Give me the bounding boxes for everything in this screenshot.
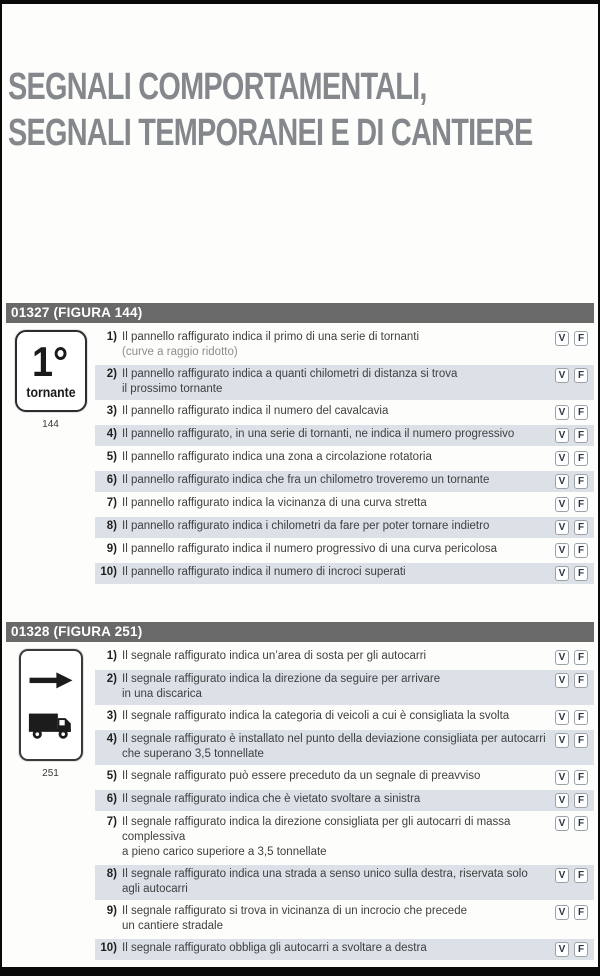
question-number: 9): [106, 905, 117, 917]
question-text-line-2: agli autocarri: [122, 883, 188, 895]
question-row: [95, 448, 594, 469]
question-text: [122, 769, 555, 784]
question-text-line-1: Il pannello raffigurato indica il numero del cavalcavia: [122, 405, 389, 417]
answer-boxes: [555, 427, 592, 443]
question-text: [122, 815, 555, 860]
answer-boxes: [555, 867, 592, 883]
answer-v-box[interactable]: V: [555, 428, 569, 443]
answer-v-box[interactable]: V: [555, 497, 569, 512]
answer-f-box[interactable]: F: [574, 905, 588, 920]
question-text-line-1: Il segnale raffigurato indica la direzione consigliata per gli autocarri di massa complessiva: [122, 816, 511, 843]
answer-boxes: [555, 941, 592, 957]
question-row: [95, 563, 594, 584]
question-text: [122, 519, 555, 534]
answer-f-box[interactable]: F: [574, 474, 588, 489]
page-title: [8, 64, 532, 156]
question-row: [95, 670, 594, 705]
question-number: 10): [100, 942, 117, 954]
figure-caption: 144: [42, 419, 59, 430]
question-text: [122, 649, 555, 664]
question-text: [122, 404, 555, 419]
answer-f-box[interactable]: F: [574, 566, 588, 581]
question-row: [95, 517, 594, 538]
answer-f-box[interactable]: F: [574, 520, 588, 535]
answer-boxes: [555, 709, 592, 725]
answer-v-box[interactable]: V: [555, 673, 569, 688]
answer-f-box[interactable]: F: [574, 368, 588, 383]
answer-f-box[interactable]: F: [574, 770, 588, 785]
question-number: 6): [106, 474, 117, 486]
answer-f-box[interactable]: F: [574, 650, 588, 665]
answer-f-box[interactable]: F: [574, 451, 588, 466]
answer-boxes: [555, 565, 592, 581]
answer-v-box[interactable]: V: [555, 710, 569, 725]
question-text-line-2: il prossimo tornante: [122, 383, 223, 395]
question-number: 3): [106, 405, 117, 417]
question-text-line-2: che superano 3,5 tonnellate: [122, 748, 264, 760]
answer-v-box[interactable]: V: [555, 451, 569, 466]
question-row: [95, 790, 594, 811]
question-number: 8): [106, 868, 117, 880]
answer-boxes: [555, 450, 592, 466]
block-header: 01327 (FIGURA 144): [6, 303, 594, 323]
question-number: 1): [106, 331, 117, 343]
answer-v-box[interactable]: V: [555, 942, 569, 957]
answer-f-box[interactable]: F: [574, 543, 588, 558]
question-text-line-1: Il segnale raffigurato si trova in vicinanza di un incrocio che precede: [122, 905, 467, 917]
answer-boxes: [555, 404, 592, 420]
question-text-line-2: un cantiere stradale: [122, 920, 224, 932]
answer-v-box[interactable]: V: [555, 868, 569, 883]
answer-f-box[interactable]: F: [574, 710, 588, 725]
question-text-line-2: a pieno carico superiore a 3,5 tonnellate: [122, 846, 327, 858]
question-text: [122, 542, 555, 557]
answer-boxes: [555, 769, 592, 785]
question-text-line-1: Il segnale raffigurato è installato nel punto della deviazione consigliata per autocarri: [122, 733, 546, 745]
question-number: 5): [106, 770, 117, 782]
answer-f-box[interactable]: F: [574, 816, 588, 831]
answer-boxes: [555, 792, 592, 808]
question-text: [122, 709, 555, 724]
right-arrow-icon: [28, 669, 74, 691]
question-text-line-2: in una discarica: [122, 688, 202, 700]
answer-boxes: [555, 542, 592, 558]
answer-f-box[interactable]: F: [574, 497, 588, 512]
answer-v-box[interactable]: V: [555, 770, 569, 785]
question-list: [95, 328, 594, 586]
answer-boxes: [555, 473, 592, 489]
question-text-line-1: Il pannello raffigurato indica il numero progressivo di una curva pericolosa: [122, 543, 498, 555]
question-row: [95, 540, 594, 561]
figure-column: [6, 328, 95, 586]
question-text-line-1: Il pannello raffigurato indica i chilometri da fare per poter tornare indietro: [122, 520, 490, 532]
answer-f-box[interactable]: F: [574, 868, 588, 883]
question-number: 7): [106, 816, 117, 828]
question-text-line-1: Il segnale raffigurato indica un’area di sosta per gli autocarri: [122, 650, 427, 662]
question-list: [95, 647, 594, 962]
answer-f-box[interactable]: F: [574, 942, 588, 957]
question-text-line-1: Il segnale raffigurato indica che è vietato svoltare a sinistra: [122, 793, 421, 805]
page-title-line-1: SEGNALI COMPORTAMENTALI,: [8, 66, 427, 108]
question-text-line-1: Il pannello raffigurato indica la vicinanza di una curva stretta: [122, 497, 427, 509]
question-text: [122, 867, 555, 897]
answer-v-box[interactable]: V: [555, 331, 569, 346]
question-text: [122, 672, 555, 702]
block-header: 01328 (FIGURA 251): [6, 622, 594, 642]
answer-v-box[interactable]: V: [555, 405, 569, 420]
question-text-line-1: Il segnale raffigurato indica una strada a senso unico sulla destra, riservata solo: [122, 868, 528, 880]
answer-v-box[interactable]: V: [555, 905, 569, 920]
question-number: 9): [106, 543, 117, 555]
answer-v-box[interactable]: V: [555, 543, 569, 558]
question-row: [95, 402, 594, 423]
truck-direction-sign: [19, 649, 83, 761]
question-text-line-1: Il pannello raffigurato indica il numero di incroci superati: [122, 566, 406, 578]
question-text-line-1: Il segnale raffigurato obbliga gli autocarri a svoltare a destra: [122, 942, 427, 954]
answer-boxes: [555, 732, 592, 748]
answer-v-box[interactable]: V: [555, 650, 569, 665]
question-text-line-1: Il pannello raffigurato indica che fra un chilometro troveremo un tornante: [122, 474, 490, 486]
question-number: 1): [106, 650, 117, 662]
question-number: 7): [106, 497, 117, 509]
question-number: 2): [106, 368, 117, 380]
question-text: [122, 792, 555, 807]
question-text: [122, 565, 555, 580]
question-text-line-1: Il pannello raffigurato indica a quanti chilometri di distanza si trova: [122, 368, 458, 380]
question-text: [122, 732, 555, 762]
answer-v-box[interactable]: V: [555, 520, 569, 535]
question-text: [122, 330, 555, 360]
question-row: [95, 425, 594, 446]
answer-boxes: [555, 519, 592, 535]
question-number: 2): [106, 673, 117, 685]
question-number: 10): [100, 566, 117, 578]
figure-column: [6, 647, 95, 962]
question-text-line-1: Il pannello raffigurato, in una serie di tornanti, ne indica il numero progressivo: [122, 428, 515, 440]
question-number: 6): [106, 793, 117, 805]
answer-v-box[interactable]: V: [555, 474, 569, 489]
answer-boxes: [555, 649, 592, 665]
question-block-01328: [6, 622, 594, 962]
question-row: [95, 865, 594, 900]
question-row: [95, 365, 594, 400]
tornante-sign-number: 1°: [32, 338, 69, 385]
question-text: [122, 450, 555, 465]
figure-caption: 251: [42, 768, 59, 779]
answer-v-box[interactable]: V: [555, 793, 569, 808]
answer-f-box[interactable]: F: [574, 331, 588, 346]
tornante-sign-label: tornante: [25, 384, 76, 400]
question-number: 4): [106, 428, 117, 440]
question-row: [95, 647, 594, 668]
question-row: [95, 494, 594, 515]
question-row: [95, 767, 594, 788]
question-block-01327: [6, 303, 594, 586]
question-text-line-2: (curve a raggio ridotto): [122, 346, 238, 358]
question-text: [122, 367, 555, 397]
question-row: [95, 813, 594, 863]
answer-v-box[interactable]: V: [555, 566, 569, 581]
question-text: [122, 427, 555, 442]
question-text: [122, 904, 555, 934]
question-number: 8): [106, 520, 117, 532]
answer-boxes: [555, 904, 592, 920]
question-text-line-1: Il segnale raffigurato indica la direzione da seguire per arrivare: [122, 673, 441, 685]
question-text-line-1: Il segnale raffigurato può essere preceduto da un segnale di preavviso: [122, 770, 481, 782]
answer-boxes: [555, 672, 592, 688]
answer-f-box[interactable]: F: [574, 673, 588, 688]
question-text-line-1: Il pannello raffigurato indica il primo di una serie di tornanti: [122, 331, 420, 343]
question-text: [122, 473, 555, 488]
answer-f-box[interactable]: F: [574, 793, 588, 808]
question-number: 4): [106, 733, 117, 745]
question-number: 3): [106, 710, 117, 722]
answer-f-box[interactable]: F: [574, 405, 588, 420]
answer-f-box[interactable]: F: [574, 428, 588, 443]
question-row: [95, 707, 594, 728]
answer-v-box[interactable]: V: [555, 368, 569, 383]
question-row: [95, 939, 594, 960]
answer-f-box[interactable]: F: [574, 733, 588, 748]
answer-boxes: [555, 815, 592, 831]
page-title-line-2: SEGNALI TEMPORANEI E DI CANTIERE: [8, 112, 533, 154]
question-row: [95, 902, 594, 937]
answer-boxes: [555, 367, 592, 383]
answer-boxes: [555, 496, 592, 512]
question-text-line-1: Il pannello raffigurato indica una zona a circolazione rotatoria: [122, 451, 432, 463]
tornante-sign: [15, 330, 87, 412]
question-text: [122, 496, 555, 511]
question-text-line-1: Il segnale raffigurato indica la categoria di veicoli a cui è consigliata la svolta: [122, 710, 510, 722]
question-row: [95, 471, 594, 492]
question-row: [95, 730, 594, 765]
answer-v-box[interactable]: V: [555, 733, 569, 748]
question-number: 5): [106, 451, 117, 463]
answer-boxes: [555, 330, 592, 346]
answer-v-box[interactable]: V: [555, 816, 569, 831]
question-text: [122, 941, 555, 956]
question-row: [95, 328, 594, 363]
truck-icon: [27, 709, 75, 741]
